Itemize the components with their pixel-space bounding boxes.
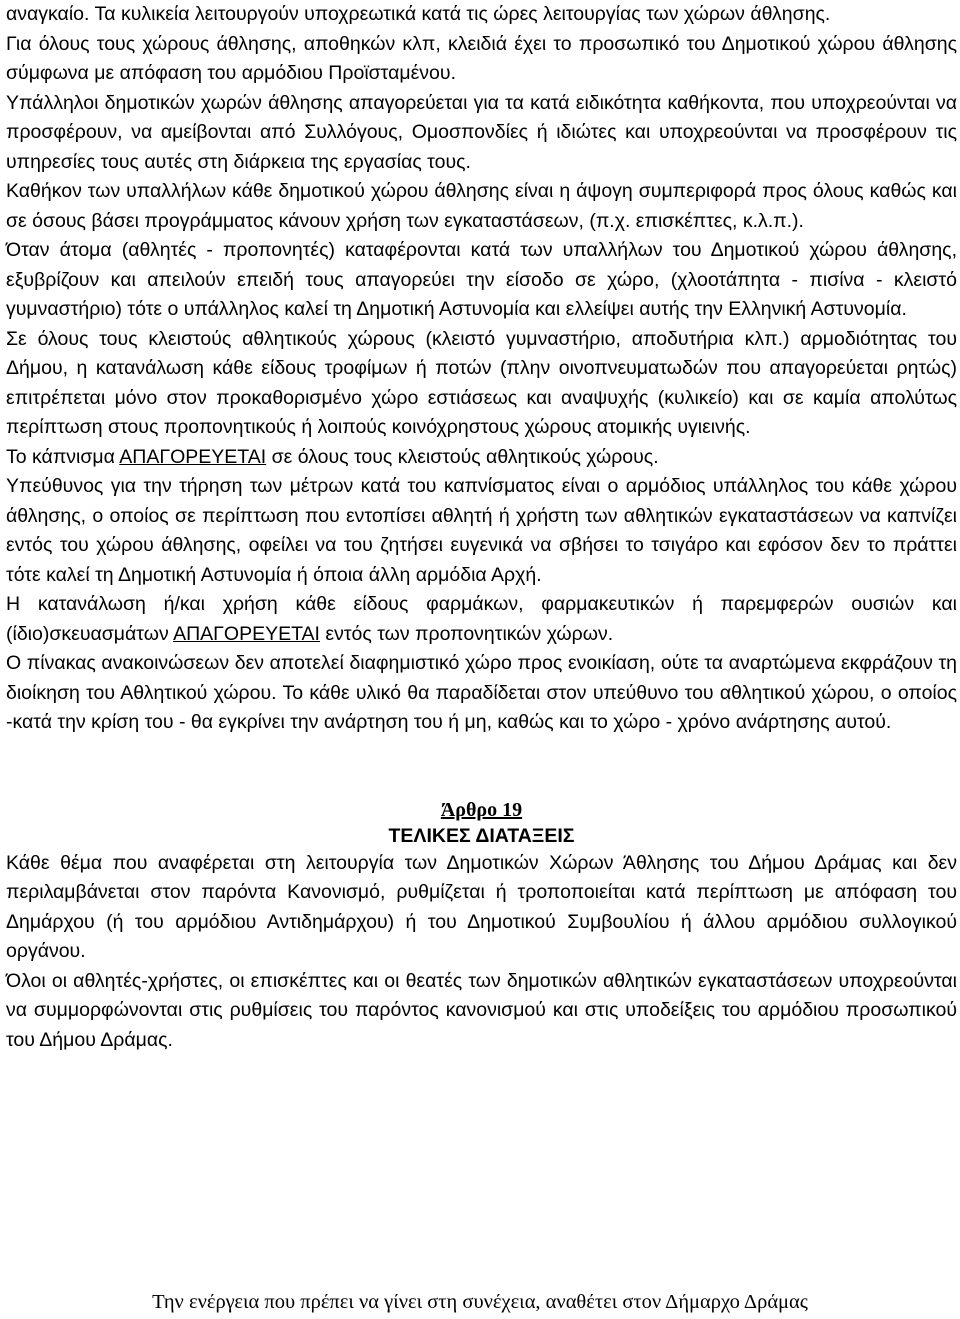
article-heading: [6, 797, 957, 849]
paragraph-drugs: [6, 590, 957, 649]
drugs-text-after: εντός των προπονητικών χώρων.: [319, 622, 614, 645]
paragraph-final-2: Όλοι οι αθλητές-χρήστες, οι επισκέπτες και οι θεατές των δημοτικών αθλητικών εγκαταστάσεων υποχρεούνται να συμμορφώνονται στις ρυθμίσεις του παρόντος κανονισμού και στις υποδείξεις του αρμόδιου προσωπικού του Δήμου Δράμας.: [6, 969, 957, 1051]
paragraph-staff-conduct: Καθήκον των υπαλλήλων κάθε δημοτικού χώρου άθλησης είναι η άψογη συμπεριφορά προς όλους καθώς και σε όσους βάσει προγράμματος κάνουν χρήση των εγκαταστάσεων, (π.χ. επισκέπτες, κ.λ.π.).: [6, 180, 957, 232]
paragraph-keys: Για όλους τους χώρους άθλησης, αποθηκών κλπ, κλειδιά έχει το προσωπικό του Δημοτικού χώρου άθλησης σύμφωνα με απόφαση του αρμόδιου Προϊσταμένου.: [6, 32, 957, 84]
document-page: [6, 0, 957, 1055]
drugs-prohibited-emphasis: ΑΠΑΓΟΡΕΥΕΤΑΙ: [173, 622, 320, 645]
paragraph-smoking: [6, 443, 957, 473]
paragraph-notice-board: Ο πίνακας ανακοινώσεων δεν αποτελεί διαφημιστικό χώρο προς ενοικίαση, ούτε τα αναρτώμενα εκφράζουν τη διοίκηση του Αθλητικού χώρου. Το κάθε υλικό θα παραδίδεται στον υπεύθυνο του αθλητικού χώρου, ο οποίος -κατά την κρίση του - θα εγκρίνει την ανάρτηση του ή μη, καθώς και το χώρο - χρόνο ανάρτησης αυτού.: [6, 652, 957, 733]
smoking-prohibited-emphasis: ΑΠΑΓΟΡΕΥΕΤΑΙ: [119, 445, 267, 468]
article-number: Άρθρο 19: [440, 798, 523, 821]
smoking-text-before: Το κάπνισμα: [6, 445, 120, 468]
paragraph-smoking-responsible: Υπεύθυνος για την τήρηση των μέτρων κατά του καπνίσματος είναι ο αρμόδιος υπάλληλος του κάθε χώρου άθλησης, ο οποίος σε περίπτωση που εντοπίσει αθλητή ή χρήστη των αθλητικών εγκαταστάσεων να καπνίζει εντός του χώρου άθλησης, οφείλει να του ζητήσει ευγενικά να σβήσει το τσιγάρο και εφόσον δεν το πράττει τότε καλεί τη Δημοτική Αστυνομία ή όποια άλλη αρμόδια Αρχή.: [6, 475, 957, 586]
drugs-text-before: Η κατανάλωση ή/και χρήση κάθε είδους φαρμάκων, φαρμακευτικών ή παρεμφερών ουσιών και (ίδιο)σκευασμάτων: [6, 593, 957, 645]
paragraph-final-1: Κάθε θέμα που αναφέρεται στη λειτουργία των Δημοτικών Χώρων Άθλησης του Δήμου Δράμας και δεν περιλαμβάνεται στον παρόντα Κανονισμό, ρυθμίζεται ή τροποποιείται κατά περίπτωση με απόφαση του Δημάρχου (ή του αρμόδιου Αντιδημάρχου) ή του Δημοτικού Συμβουλίου ή άλλου αρμόδιου συλλογικού οργάνου.: [6, 851, 957, 962]
article-title: ΤΕΛΙΚΕΣ ΔΙΑΤΑΞΕΙΣ: [388, 824, 575, 847]
paragraph-canteens: αναγκαίο. Τα κυλικεία λειτουργούν υποχρεωτικά κατά τις ώρες λειτουργίας των χώρων άθλησης.: [6, 3, 831, 25]
paragraph-food: Σε όλους τους κλειστούς αθλητικούς χώρους (κλειστό γυμναστήριο, αποδυτήρια κλπ.) αρμοδιότητας του Δήμου, η κατανάλωση κάθε είδους τροφίμων ή ποτών (πλην οινοπνευματωδών που απαγορεύεται ρητώς) επιτρέπεται μόνο στον προκαθορισμένο χώρο εστιάσεως και αναψυχής (κυλικείο) και σε καμία απολύτως περίπτωση στους προπονητικούς ή λοιπούς κοινόχρηστους χώρους ατομικής υγιεινής.: [6, 327, 957, 438]
paragraph-police: Όταν άτομα (αθλητές - προπονητές) καταφέρονται κατά των υπαλλήλων του Δημοτικού χώρου άθλησης, εξυβρίζουν και απειλούν επειδή τους απαγορεύει την είσοδο σε χώρο, (χλοοτάπητα - πισίνα - κλειστό γυμναστήριο) τότε ο υπάλληλος καλεί τη Δημοτική Αστυνομία και ελλείψει αυτής την Ελληνική Αστυνομία.: [6, 239, 957, 320]
page-footer: Την ενέργεια που πρέπει να γίνει στη συνέχεια, αναθέτει στον Δήμαρχο Δράμας: [152, 1291, 808, 1313]
paragraph-staff-payment: Υπάλληλοι δημοτικών χωρών άθλησης απαγορεύεται για τα κατά ειδικότητα καθήκοντα, που υποχρεούνται να προσφέρουν, να αμείβονται από Συλλόγους, Ομοσπονδίες ή ιδιώτες και υποχρεούνται να προσφέρουν τις υπηρεσίες τους αυτές στη διάρκεια της εργασίας τους.: [6, 91, 957, 173]
smoking-text-after: σε όλους τους κλειστούς αθλητικούς χώρους.: [266, 445, 659, 468]
